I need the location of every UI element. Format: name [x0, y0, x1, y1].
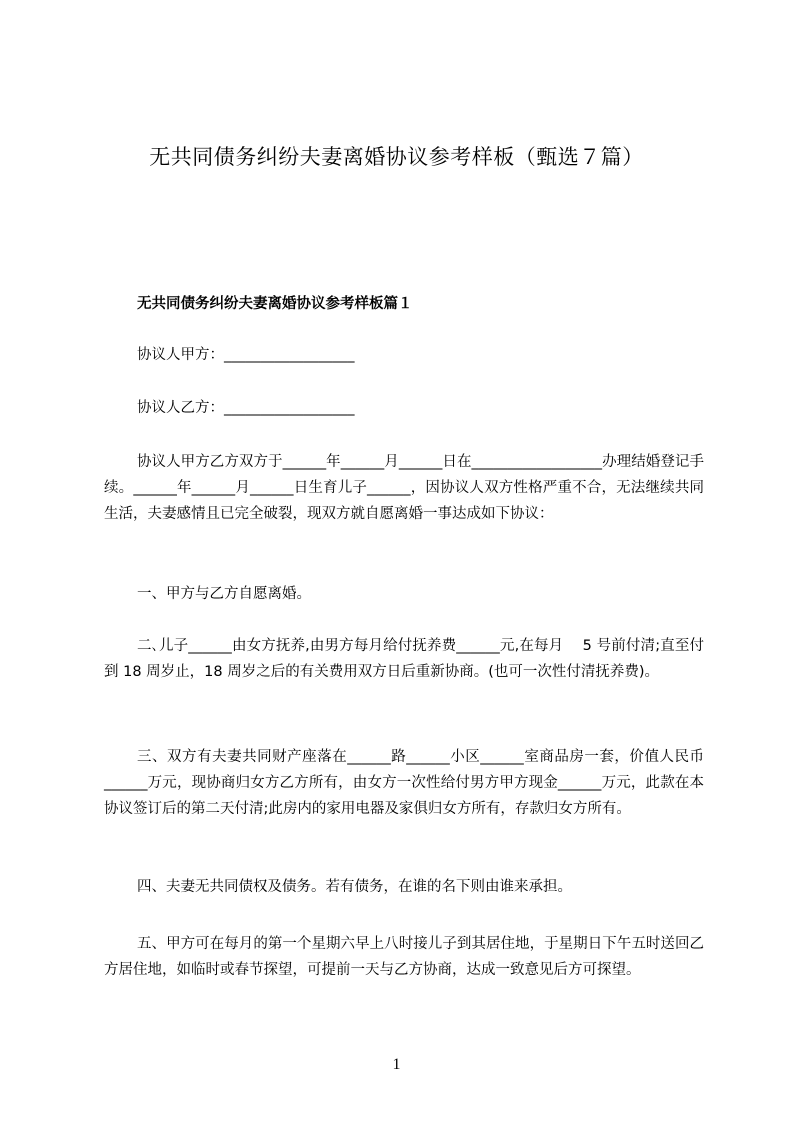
paragraph-clause-5: 五、甲方可在每月的第一个星期六早上八时接儿子到其居住地，于星期日下午五时送回乙方居住地，如临时或春节探望，可提前一天与乙方协商，达成一致意见后方可探望。	[104, 936, 704, 978]
section-heading: 无共同债务纠纷夫妻离婚协议参考样板篇１	[137, 296, 413, 312]
paragraph-clause-4: 四、夫妻无共同债权及债务。若有债务，在谁的名下则由谁来承担。	[137, 879, 572, 895]
party-b-line: 协议人乙方：__________________	[137, 400, 355, 416]
document-title: 无共同债务纠纷夫妻离婚协议参考样板（甄选７篇）	[149, 145, 644, 169]
paragraph-clause-1: 一、甲方与乙方自愿离婚。	[137, 586, 311, 602]
paragraph-clause-3: 三、双方有夫妻共同财产座落在______路______小区______室商品房一套，价值人民币______万元，现协商归女方乙方所有，由女方一次性给付男方甲方现金______万元，此款在本协议签订后的第二天付清;此房内的家用电器及家俱归女方所有，存款归女方所有。	[104, 749, 704, 817]
party-a-line: 协议人甲方：__________________	[137, 347, 355, 363]
paragraph-clause-2: 二､儿子______由女方抚养,由男方每月给付抚养费______元,在每月 5 号前付清;直至付到 18 周岁止，18 周岁之后的有关费用双方日后重新协商。(也可一次性付清抚养费)。	[104, 638, 704, 680]
page-number: 1	[392, 1056, 401, 1073]
paragraph-intro: 协议人甲方乙方双方于______年______月______日在__________________办理结婚登记手续。______年______月______日生育儿子______，因协议人双方性格严重不合，无法继续共同生活，夫妻感情且已完全破裂，现双方就自愿离婚一事达成如下协议：	[104, 454, 704, 522]
